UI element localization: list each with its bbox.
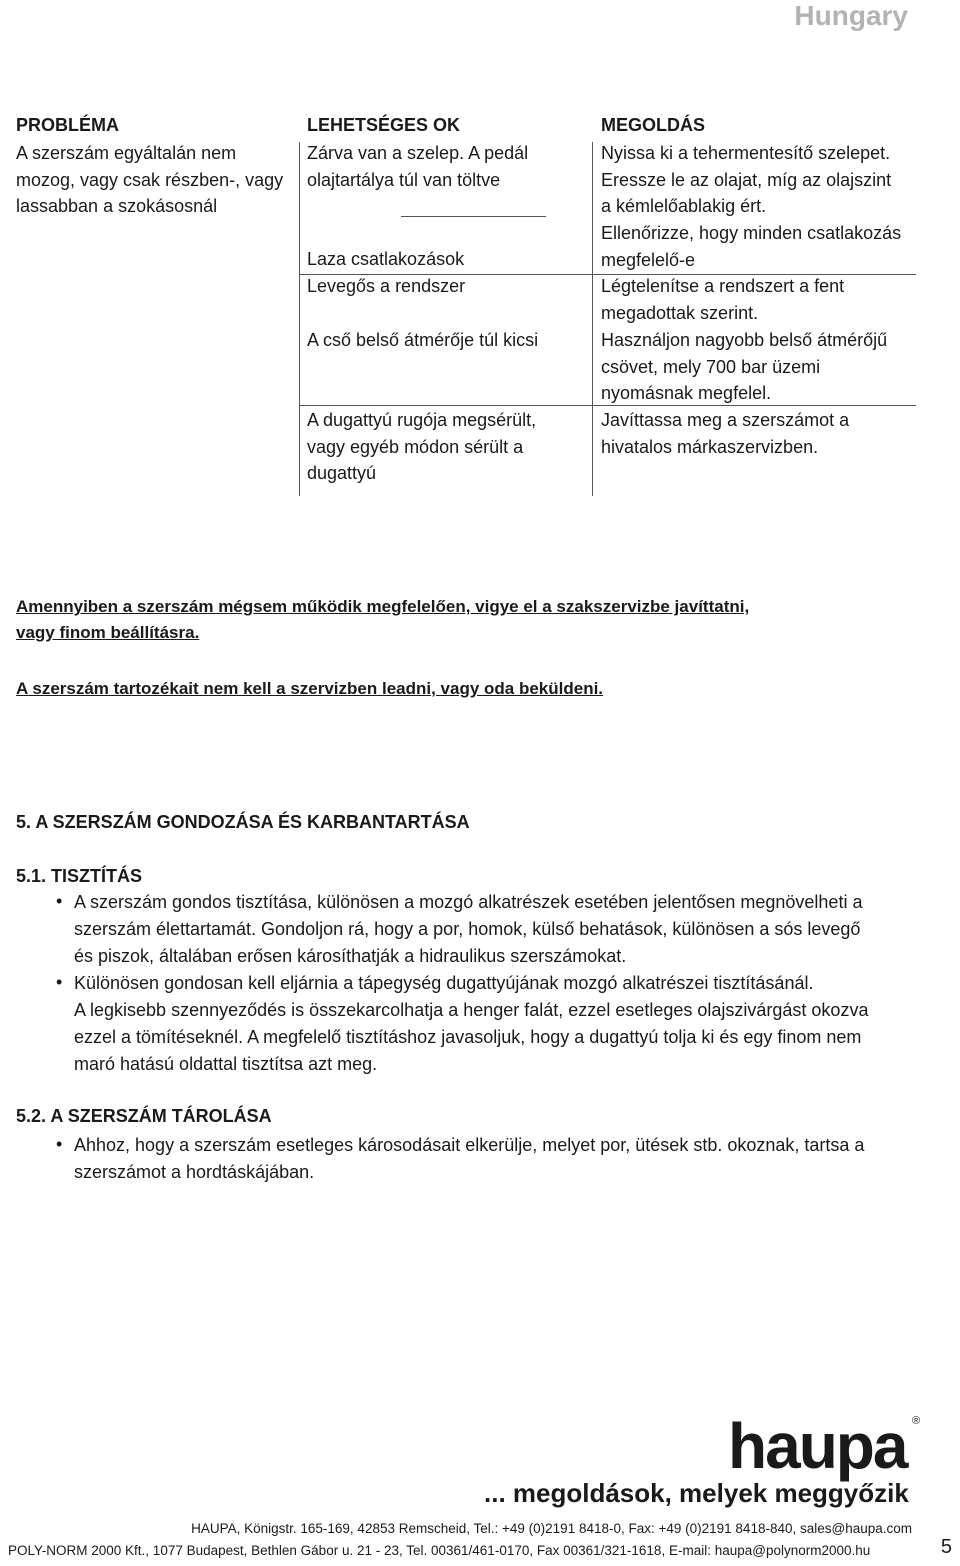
cause-line: A dugattyú rugója megsérült, <box>307 410 537 430</box>
solution-line: megfelelő-e <box>601 249 696 270</box>
cause-cell <box>307 246 587 273</box>
notice-line: Amennyiben a szerszám mégsem működik megfelelően, vigye el a szakszervizbe javíttatni, <box>16 597 750 616</box>
cause-line: olajtartálya túl van töltve <box>307 169 501 190</box>
solution-cell <box>601 327 921 407</box>
cause-cell <box>307 327 587 354</box>
para-line: A szerszám gondos tisztítása, különösen a mozgó alkatrészek esetében jelentősen megnövelheti a <box>74 892 863 912</box>
solution-line: Javíttassa meg a szerszámot a <box>601 410 850 430</box>
footer-haupa-address: HAUPA, Königstr. 165-169, 42853 Remscheid, Tel.: +49 (0)2191 8418-0, Fax: +49 (0)2191 8418-840, sales@haupa.com <box>191 1521 912 1536</box>
cause-line: A cső belső átmérője túl kicsi <box>307 330 539 350</box>
cause-line: Laza csatlakozások <box>307 249 465 269</box>
para-line: Ahhoz, hogy a szerszám esetleges károsodásait elkerülje, melyet por, ütések stb. okoznak, tartsa a <box>74 1135 865 1155</box>
solution-line: Ellenőrizze, hogy minden csatlakozás <box>601 223 902 243</box>
solution-line: Eressze le az olajat, míg az olajszint <box>601 169 892 190</box>
footer-polynorm-address: POLY-NORM 2000 Kft., 1077 Budapest, Bethlen Gábor u. 21 - 23, Tel. 00361/461-0170, Fax 00361/321-1618, E-mail: haupa@polynorm2000.hu <box>8 1543 871 1558</box>
cleaning-paragraph-2 <box>74 970 924 1078</box>
solution-line: hivatalos márkaszervizben. <box>601 436 819 457</box>
storage-paragraph <box>74 1132 924 1186</box>
column-divider <box>592 142 593 496</box>
solution-line: megadottak szerint. <box>601 302 759 323</box>
column-divider <box>299 142 300 496</box>
problem-line: lassabban a szokásosnál <box>16 196 218 216</box>
solution-cell <box>601 273 921 326</box>
service-notice <box>16 594 749 646</box>
slogan: ... megoldások, melyek meggyőzik <box>484 1478 909 1508</box>
cause-line: Zárva van a szelep. A pedál <box>307 143 529 163</box>
bullet-icon: • <box>56 1134 63 1154</box>
section-5-title: 5. A SZERSZÁM GONDOZÁSA ÉS KARBANTARTÁSA <box>16 812 470 832</box>
solution-cell <box>601 140 921 220</box>
section-5-2-title: 5.2. A SZERSZÁM TÁROLÁSA <box>16 1106 272 1126</box>
haupa-logo <box>726 1406 926 1486</box>
solution-line: a kémlelőablakig ért. <box>601 196 767 216</box>
problem-line: mozog, vagy csak részben-, vagy <box>16 169 284 190</box>
para-line: A legkisebb szennyeződés is összekarcolhatja a henger falát, ezzel esetleges olajszivárgást okozva <box>74 1000 869 1020</box>
cause-line: dugattyú <box>307 463 377 483</box>
header-solution: MEGOLDÁS <box>601 115 706 135</box>
page-number: 5 <box>940 1536 952 1558</box>
para-line: szerszámot a hordtáskájában. <box>74 1162 315 1182</box>
cause-cell <box>307 273 587 300</box>
header-cause: LEHETSÉGES OK <box>307 115 461 135</box>
cause-line: vagy egyéb módon sérült a <box>307 436 524 457</box>
solution-cell <box>601 220 921 273</box>
logo-text: haupa <box>728 1410 907 1482</box>
cause-line: Levegős a rendszer <box>307 276 466 296</box>
para-line: szerszám élettartamát. Gondoljon rá, hogy a por, homok, külső behatások, különösen a sós levegő <box>74 919 861 939</box>
section-5-1-title: 5.1. TISZTÍTÁS <box>16 866 143 886</box>
solution-line: nyomásnak megfelel. <box>601 383 772 403</box>
solution-cell <box>601 407 921 460</box>
problem-line: A szerszám egyáltalán nem <box>16 143 237 163</box>
row-divider <box>300 405 916 406</box>
cause-cell <box>307 407 587 487</box>
cause-cell <box>307 140 587 193</box>
bullet-icon: • <box>56 972 63 992</box>
solution-line: Légtelenítse a rendszert a fent <box>601 276 845 296</box>
para-line: Különösen gondosan kell eljárnia a tápegység dugattyújának mozgó alkatrészei tisztításánál. <box>74 973 814 993</box>
cleaning-paragraph-1 <box>74 889 924 970</box>
para-line: maró hatású oldattal tisztítsa azt meg. <box>74 1054 378 1074</box>
problem-cell <box>16 140 296 220</box>
solution-line: csövet, mely 700 bar üzemi <box>601 356 821 377</box>
row-divider <box>401 216 546 217</box>
para-line: ezzel a tömítéseknél. A megfelelő tisztításhoz javasoljuk, hogy a dugattyú tolja ki és egy finom nem <box>74 1027 862 1047</box>
accessories-notice: A szerszám tartozékait nem kell a szervizben leadni, vagy oda beküldeni. <box>16 679 604 698</box>
solution-line: Nyissa ki a tehermentesítő szelepet. <box>601 143 891 163</box>
notice-line: vagy finom beállításra. <box>16 623 200 642</box>
header-problem: PROBLÉMA <box>16 115 119 135</box>
header-country: Hungary <box>794 0 908 31</box>
bullet-icon: • <box>56 891 63 911</box>
para-line: és piszok, általában erősen károsíthatják a hidraulikus szerszámokat. <box>74 946 627 966</box>
solution-line: Használjon nagyobb belső átmérőjű <box>601 330 888 350</box>
registered-mark: ® <box>912 1415 921 1427</box>
